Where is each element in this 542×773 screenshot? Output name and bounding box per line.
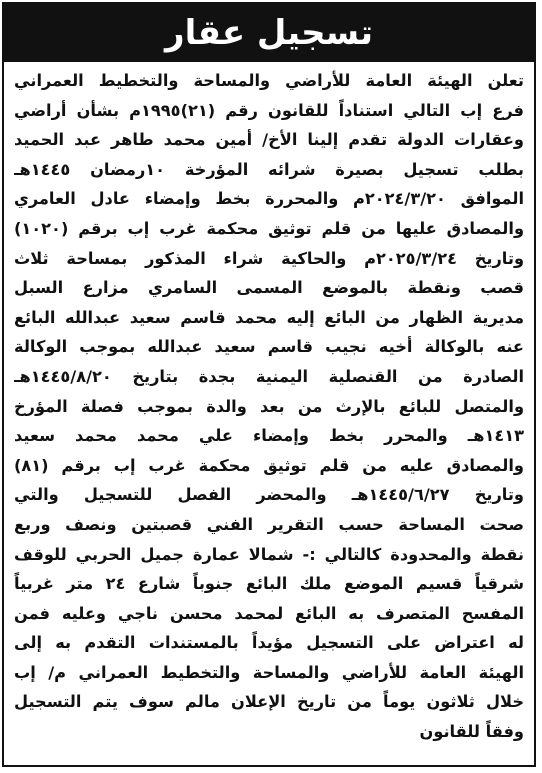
notice-body (14, 66, 524, 761)
notice-line: الصادرة من القنصلية اليمنية بجدة بتاريخ ١٤٤٥/٨/٢٠هـ (14, 366, 524, 386)
notice-line: وفقاً للقانون (419, 722, 524, 742)
notice-line: وعقارات الدولة تقدم إلينا الأخ/ أمين محمد طاهر عبد الحميد (14, 130, 524, 150)
notice-line: له اعتراض على التسجيل مؤيداً بالمستندات التقدم به إلى (14, 633, 524, 653)
notice-line: فرع إب التالي استناداً للقانون رقم (٢١)١٩٩٥م بشأن أراضي (14, 100, 524, 120)
notice-line: وتاريخ ٢٠٢٥/٣/٢٤م والحاكية شراء المذكور بمساحة ثلاث (14, 248, 524, 268)
notice-line: الهيئة العامة للأراضي والمساحة والتخطيط العمراني م/ إب (14, 662, 524, 682)
notice-line: مديرية الظهار من البائع إليه محمد قاسم سعيد عبدالله البائع (14, 307, 524, 327)
notice-line: تعلن الهيئة العامة للأراضي والمساحة والتخطيط العمراني (14, 71, 524, 90)
title-bar (4, 4, 534, 62)
notice-line: والمصادق عليه من قلم توثيق محكمة غرب إب برقم (٨١) (14, 455, 524, 475)
notice-line: صحت المساحة حسب التقرير الفني قصبتين ونصف وربع (14, 514, 524, 534)
notice-line: نقطة والمحدودة كالتالي :- شمالا عمارة جميل الحربي للوقف (14, 544, 524, 564)
notice-line: عنه بالوكالة أخيه نجيب قاسم سعيد عبدالله بموجب الوكالة (14, 337, 524, 357)
notice-title: تسجيل عقار (165, 13, 373, 53)
notice-line: قصب ونقطة بالموضع المسمى السامري مزارع السبل (14, 278, 524, 298)
notice-line: الموافق ٢٠٢٤/٣/٢٠م والمحررة بخط وإمضاء عادل العامري (14, 189, 524, 209)
notice-line: ١٤١٣هـ والمحرر بخط وإمضاء علي محمد محمد سعيد (14, 426, 524, 446)
notice-line: وتاريخ ١٤٤٥/٦/٢٧هـ والمحضر الفصل للتسجيل والتي (14, 485, 524, 505)
notice-line: شرقياً قسيم الموضع ملك البائع جنوباً شارع ٢٤ متر غربياً (14, 574, 524, 594)
notice-frame (2, 2, 536, 767)
notice-line: خلال ثلاثون يوماً من تاريخ الإعلان مالم سوف يتم التسجيل (14, 692, 524, 712)
notice-line: والمصادق عليها من قلم توثيق محكمة غرب إب برقم (١٠٢٠) (14, 218, 524, 238)
notice-line: والمتصل للبائع بالإرث من بعد والدة بموجب فصلة المؤرخ (14, 396, 524, 416)
notice-line: المفسح المتصرف به البائع لمحمد محسن ناجي وعليه فمن (14, 603, 524, 623)
notice-line: بطلب تسجيل بصيرة شرائه المؤرخة ١٠رمضان ١٤٤٥هـ (14, 159, 524, 179)
